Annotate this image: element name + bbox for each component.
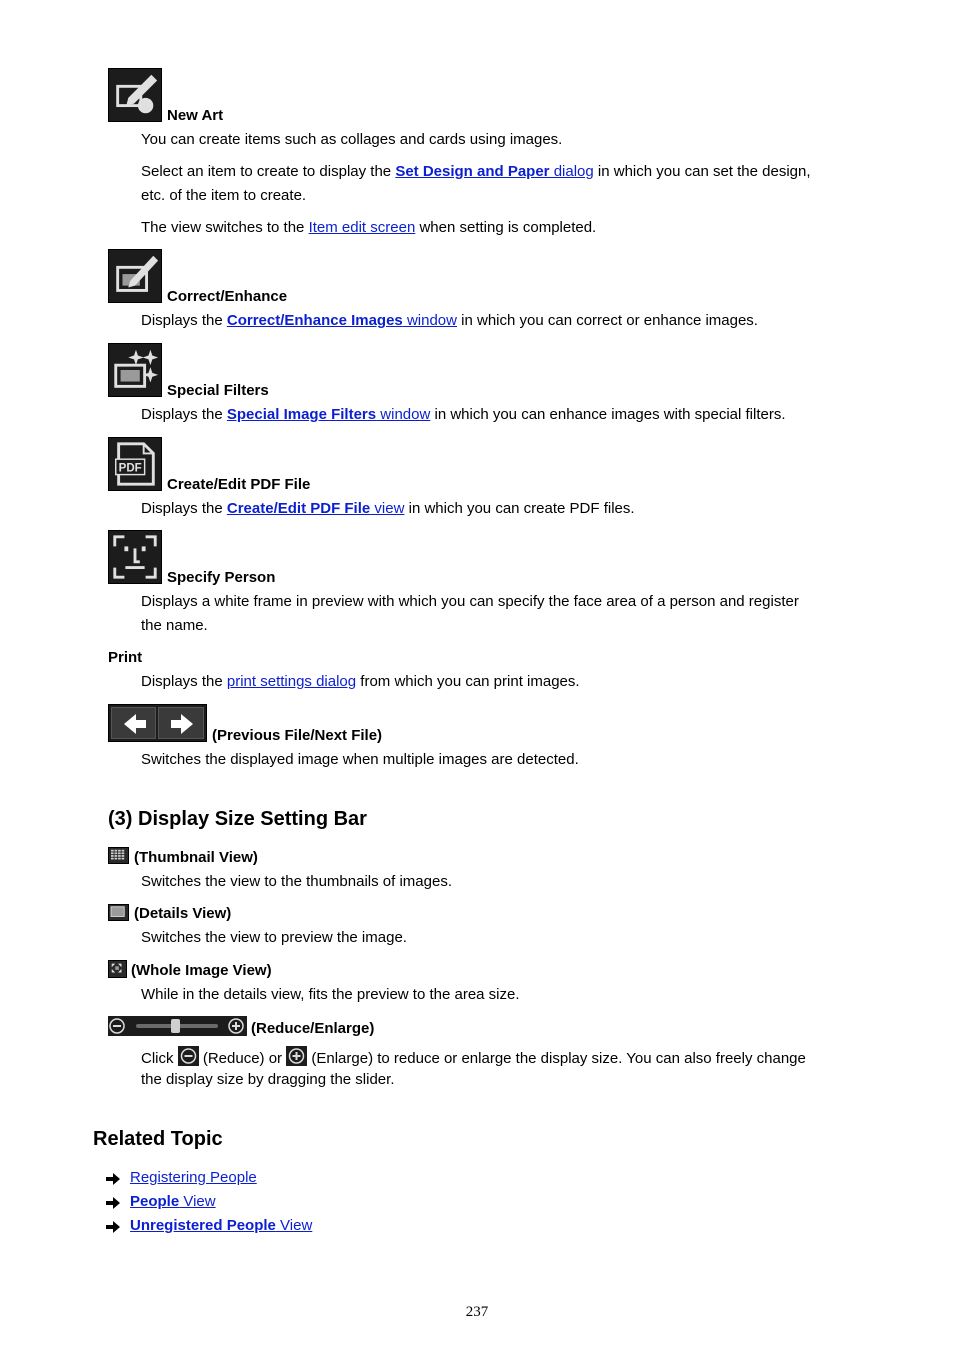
reduce-icon[interactable] (178, 1046, 199, 1066)
whole-image-view-icon[interactable] (108, 960, 127, 978)
new-art-desc-3: The view switches to the Item edit screen when setting is completed. (141, 219, 597, 236)
arrow-left-icon (112, 708, 157, 740)
create-pdf-desc: Displays the Create/Edit PDF File view in which you can create PDF files. (141, 500, 635, 517)
details-view-desc: Switches the view to preview the image. (141, 929, 407, 946)
arrow-right-icon (159, 708, 205, 740)
new-art-desc-2b: etc. of the item to create. (141, 187, 307, 204)
related-link-unregistered-people-view[interactable]: Unregistered People View (130, 1217, 313, 1234)
create-pdf-title: Create/Edit PDF File (167, 476, 311, 493)
prev-next-buttons (108, 704, 207, 742)
specify-person-icon[interactable] (108, 530, 162, 584)
create-edit-pdf-link[interactable]: Create/Edit PDF File view (226, 500, 405, 517)
details-view-title: (Details View) (134, 905, 232, 922)
arrow-right-icon (105, 1220, 121, 1234)
reduce-enlarge-desc-1: Click (Reduce) or (Enlarge) to reduce or enlarge the display size. You can also freely change (141, 1046, 806, 1069)
special-filters-title: Special Filters (167, 382, 269, 399)
print-title: Print (108, 649, 143, 666)
correct-enhance-icon[interactable] (108, 249, 162, 303)
special-image-filters-link[interactable]: Special Image Filters window (226, 406, 431, 423)
special-filters-icon[interactable] (108, 343, 162, 397)
create-pdf-icon[interactable] (108, 437, 162, 491)
display-size-bar-heading: (3) Display Size Setting Bar (108, 808, 367, 830)
new-art-icon[interactable] (108, 68, 162, 122)
whole-image-view-desc: While in the details view, fits the preview to the area size. (141, 986, 520, 1003)
special-filters-desc: Displays the Special Image Filters window in which you can enhance images with special filters. (141, 406, 786, 423)
arrow-right-icon (105, 1172, 121, 1186)
svg-text:PDF: PDF (118, 462, 142, 475)
enlarge-icon[interactable] (286, 1046, 307, 1066)
item-edit-screen-link[interactable]: Item edit screen (308, 219, 416, 236)
new-art-title: New Art (167, 107, 224, 124)
set-design-paper-link[interactable]: Set Design and Paper dialog (395, 163, 594, 180)
thumbnail-view-desc: Switches the view to the thumbnails of images. (141, 873, 452, 890)
correct-enhance-title: Correct/Enhance (167, 288, 288, 305)
thumbnail-view-title: (Thumbnail View) (134, 849, 258, 866)
prev-next-desc: Switches the displayed image when multiple images are detected. (141, 751, 579, 768)
specify-person-desc-2: the name. (141, 617, 208, 634)
prev-next-title: (Previous File/Next File) (212, 727, 383, 744)
details-view-icon[interactable] (108, 904, 129, 921)
related-link-registering-people[interactable]: Registering People (130, 1169, 257, 1186)
arrow-right-icon (105, 1196, 121, 1210)
correct-enhance-images-link[interactable]: Correct/Enhance Images window (226, 312, 457, 329)
whole-image-view-title: (Whole Image View) (131, 962, 272, 979)
page-number: 237 (465, 1304, 489, 1320)
new-art-desc-2: Select an item to create to display the Set Design and Paper dialog in which you can set the design, (141, 163, 811, 180)
reduce-enlarge-title: (Reduce/Enlarge) (251, 1020, 375, 1037)
reduce-enlarge-desc-2: the display size by dragging the slider. (141, 1071, 395, 1088)
specify-person-desc-1: Displays a white frame in preview with which you can specify the face area of a person and register (141, 593, 799, 610)
print-desc: Displays the print settings dialog from which you can print images. (141, 673, 580, 690)
related-topic-heading: Related Topic (93, 1128, 223, 1150)
print-settings-link[interactable]: print settings dialog (226, 673, 357, 690)
thumbnail-view-icon[interactable] (108, 847, 129, 864)
related-link-people-view[interactable]: People View (130, 1193, 216, 1210)
previous-file-button[interactable] (111, 707, 156, 739)
zoom-slider-bar (108, 1016, 247, 1036)
specify-person-title: Specify Person (167, 569, 276, 586)
correct-enhance-desc: Displays the Correct/Enhance Images window in which you can correct or enhance images. (141, 312, 758, 329)
new-art-desc: You can create items such as collages and cards using images. (141, 131, 563, 148)
next-file-button[interactable] (158, 707, 204, 739)
